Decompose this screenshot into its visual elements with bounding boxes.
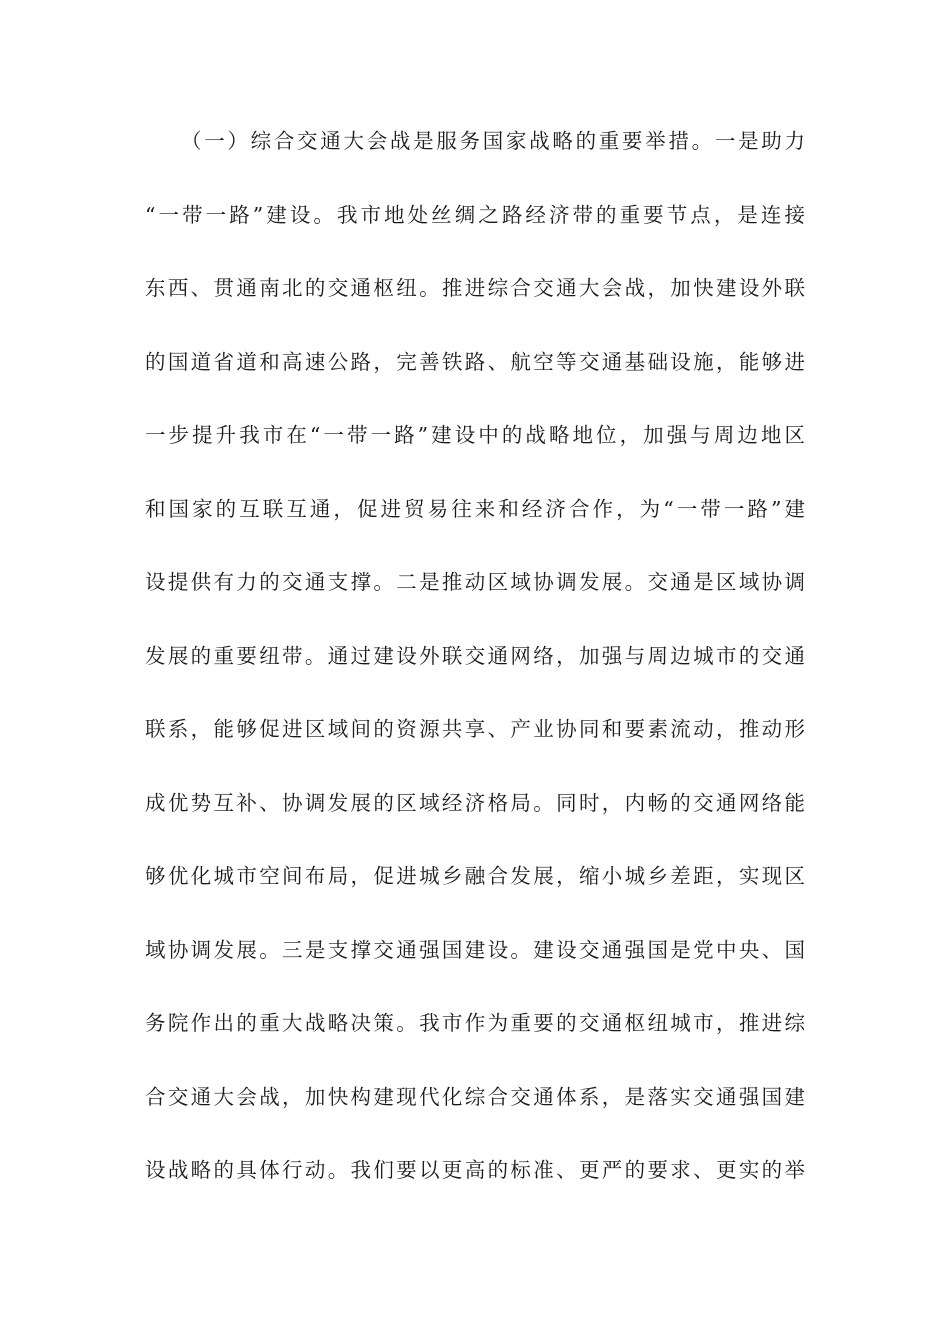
text-line: 联系，能够促进区域间的资源共享、产业协同和要素流动，推动形: [145, 717, 805, 741]
text-line: 发展的重要纽带。通过建设外联交通网络，加强与周边城市的交通: [145, 643, 805, 668]
text-line: 成优势互补、协调发展的区域经济格局。同时，内畅的交通网络能: [145, 790, 805, 815]
text-line: 够优化城市空间布局，促进城乡融合发展，缩小城乡差距，实现区: [145, 864, 805, 888]
text-line: 设提供有力的交通支撑。二是推动区域协调发展。交通是区域协调: [145, 570, 805, 594]
text-line: 务院作出的重大战略决策。我市作为重要的交通枢纽城市，推进综: [145, 1011, 805, 1035]
text-line: “一带一路”建设。我市地处丝绸之路经济带的重要节点，是连接: [145, 202, 805, 227]
text-line: 设战略的具体行动。我们要以更高的标准、更严的要求、更实的举: [145, 1158, 805, 1182]
text-line: 合交通大会战，加快构建现代化综合交通体系，是落实交通强国建: [145, 1084, 805, 1109]
text-line: 和国家的互联互通，促进贸易往来和经济合作，为“一带一路”建: [145, 496, 805, 521]
text-line: 的国道省道和高速公路，完善铁路、航空等交通基础设施，能够进: [145, 349, 805, 374]
text-line: 域协调发展。三是支撑交通强国建设。建设交通强国是党中央、国: [145, 937, 805, 962]
text-line: （一）综合交通大会战是服务国家战略的重要举措。一是助力: [181, 129, 805, 153]
paragraph: [145, 118, 805, 1221]
text-line: 东西、贯通南北的交通枢纽。推进综合交通大会战，加快建设外联: [145, 276, 805, 300]
text-line: 一步提升我市在“一带一路”建设中的战略地位，加强与周边地区: [145, 423, 805, 447]
